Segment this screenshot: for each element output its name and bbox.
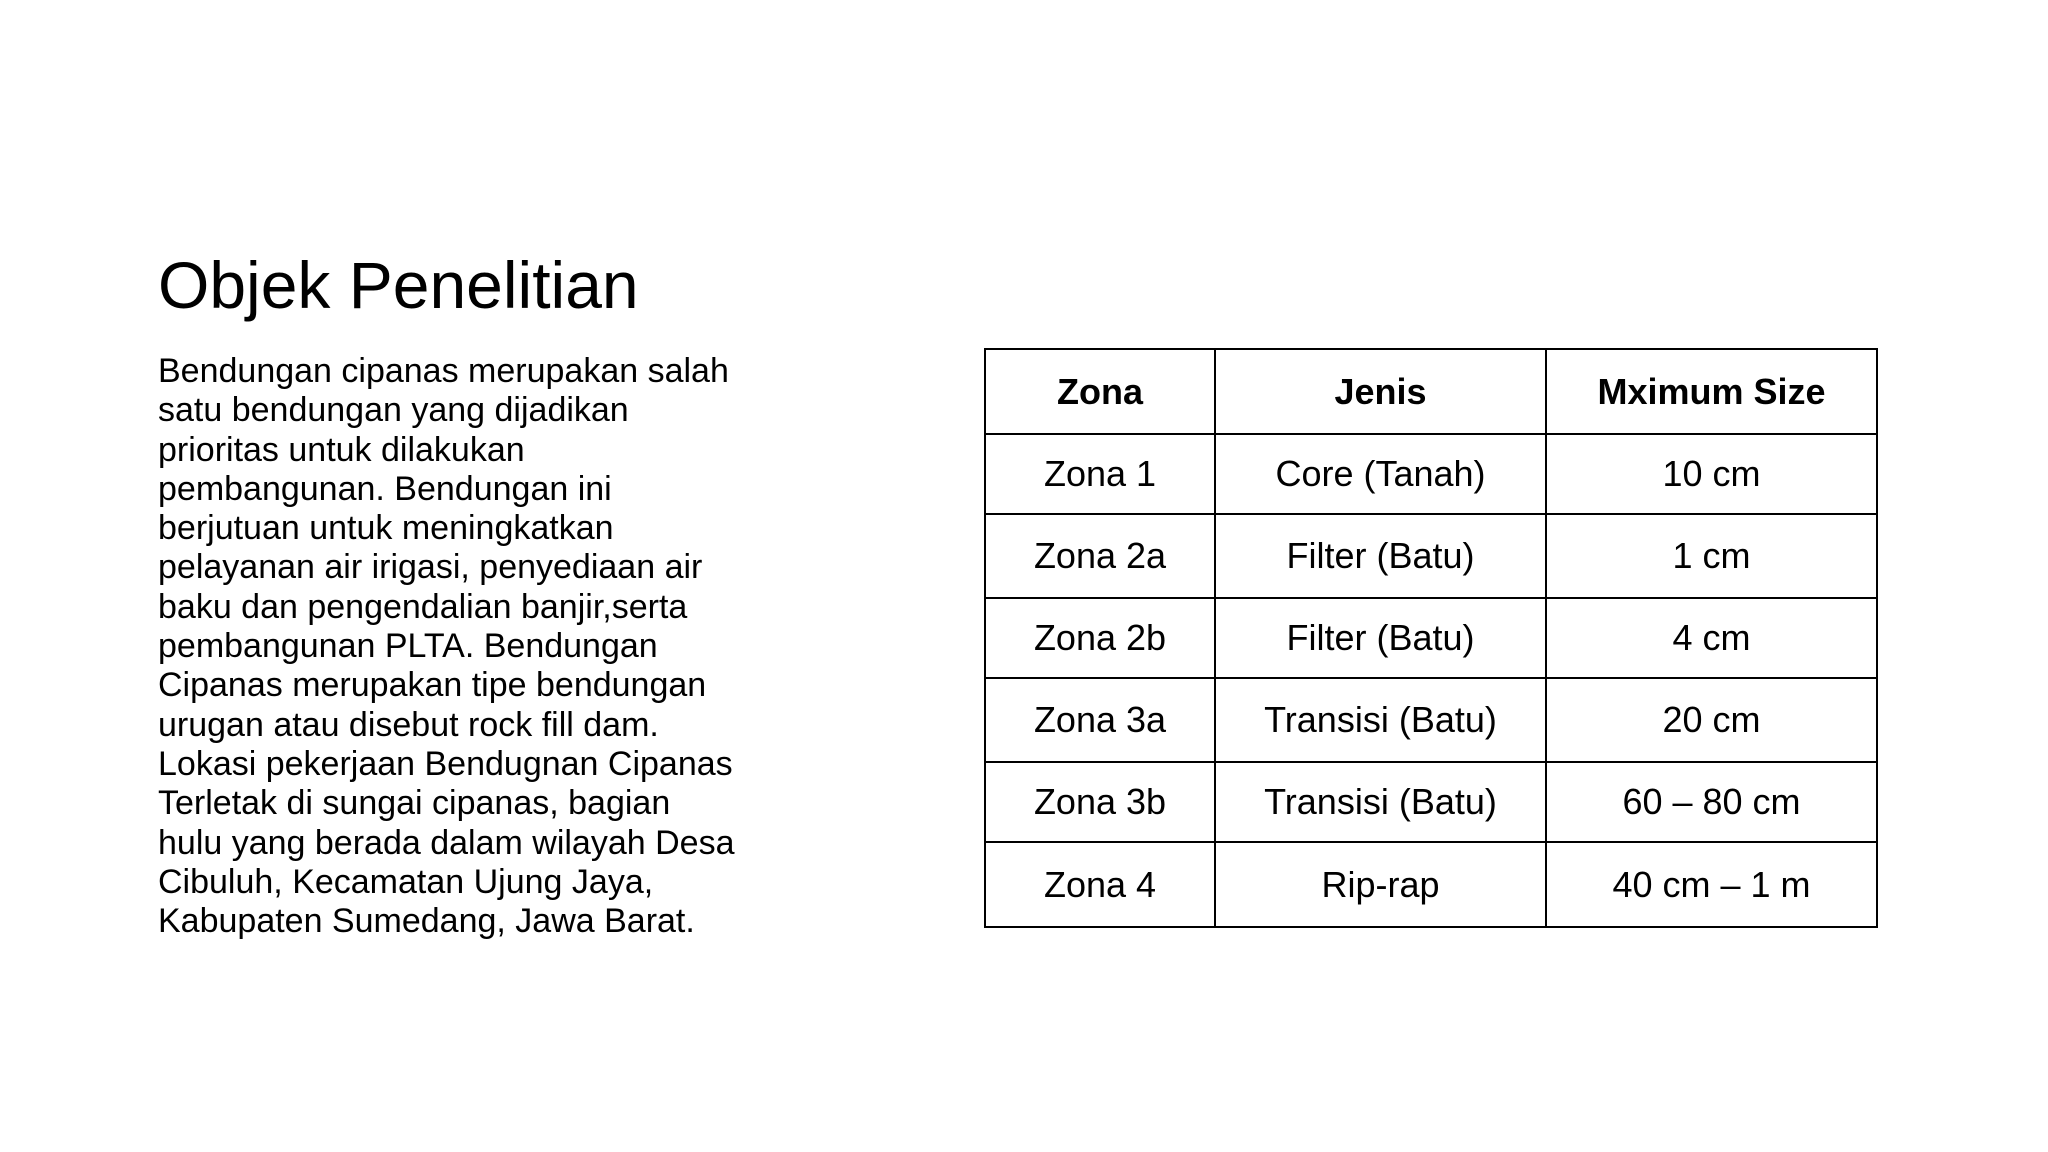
body-line: urugan atau disebut rock fill dam.	[158, 705, 659, 744]
body-line: Bendungan cipanas merupakan salah	[158, 352, 729, 390]
table-header-row	[985, 349, 1877, 434]
body-line: hulu yang berada dalam wilayah Desa	[158, 823, 735, 862]
table-row	[985, 762, 1877, 842]
cell-jenis: Rip-rap	[1215, 842, 1546, 927]
cell-zona: Zona 4	[985, 842, 1215, 927]
table-row	[985, 678, 1877, 762]
body-line: Lokasi pekerjaan Bendugnan Cipanas	[158, 744, 733, 783]
body-line: pembangunan. Bendungan ini	[158, 469, 612, 508]
cell-size: 4 cm	[1546, 598, 1877, 678]
cell-size: 1 cm	[1546, 514, 1877, 598]
body-line: Kabupaten Sumedang, Jawa Barat.	[158, 902, 695, 941]
cell-size: 10 cm	[1546, 434, 1877, 514]
slide-title: Objek Penelitian	[158, 248, 639, 322]
table-row	[985, 514, 1877, 598]
column-header-zona: Zona	[985, 349, 1215, 434]
cell-zona: Zona 2b	[985, 598, 1215, 678]
body-line: satu bendungan yang dijadikan	[158, 391, 629, 430]
body-line: Cibuluh, Kecamatan Ujung Jaya,	[158, 862, 654, 901]
cell-jenis: Transisi (Batu)	[1215, 762, 1546, 842]
cell-zona: Zona 3b	[985, 762, 1215, 842]
body-line: Terletak di sungai cipanas, bagian	[158, 784, 671, 823]
column-header-maximum-size: Mximum Size	[1546, 349, 1877, 434]
body-line: pelayanan air irigasi, penyediaan air	[158, 548, 703, 587]
cell-zona: Zona 3a	[985, 678, 1215, 762]
body-line: Cipanas merupakan tipe bendungan	[158, 666, 707, 705]
cell-size: 20 cm	[1546, 678, 1877, 762]
cell-size: 60 – 80 cm	[1546, 762, 1877, 842]
cell-jenis: Filter (Batu)	[1215, 598, 1546, 678]
cell-jenis: Core (Tanah)	[1215, 434, 1546, 514]
cell-zona: Zona 1	[985, 434, 1215, 514]
cell-size: 40 cm – 1 m	[1546, 842, 1877, 927]
body-paragraph	[158, 352, 798, 941]
table-row	[985, 842, 1877, 927]
body-line: baku dan pengendalian banjir,serta	[158, 587, 688, 626]
table-row	[985, 434, 1877, 514]
column-header-jenis: Jenis	[1215, 349, 1546, 434]
table-row	[985, 598, 1877, 678]
body-line: prioritas untuk dilakukan	[158, 430, 525, 469]
body-line: berjutuan untuk meningkatkan	[158, 509, 614, 548]
cell-zona: Zona 2a	[985, 514, 1215, 598]
body-line: pembangunan PLTA. Bendungan	[158, 627, 658, 666]
cell-jenis: Transisi (Batu)	[1215, 678, 1546, 762]
cell-jenis: Filter (Batu)	[1215, 514, 1546, 598]
zona-table	[984, 348, 1878, 928]
